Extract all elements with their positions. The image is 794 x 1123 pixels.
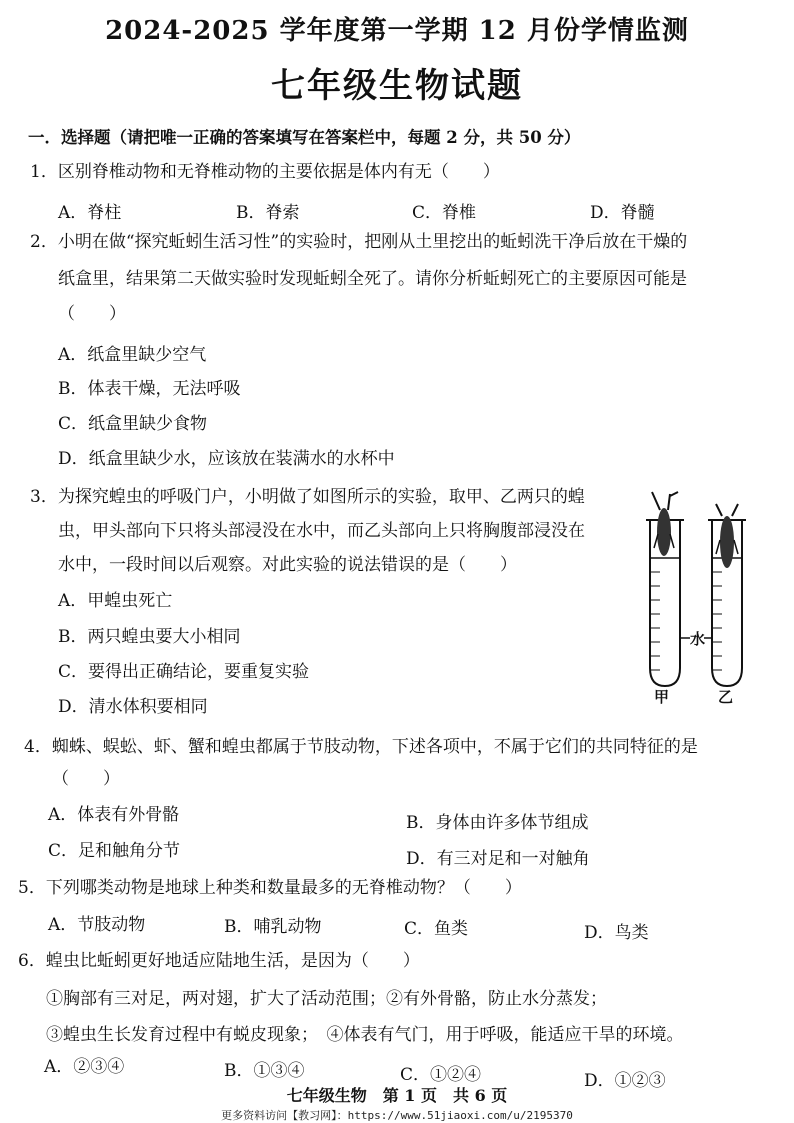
- question-2-stem-line-3: （ ）: [58, 304, 126, 324]
- question-3-option-a: A．甲蝗虫死亡: [58, 591, 173, 611]
- question-3-option-b: B．两只蝗虫要大小相同: [58, 627, 241, 647]
- question-5-option-b: B．哺乳动物: [224, 917, 322, 937]
- question-3-option-d: D．清水体积要相同: [58, 697, 208, 717]
- question-3-stem-line-3: 水中，一段时间以后观察。对此实验的说法错误的是（ ）: [58, 555, 517, 575]
- question-1-option-a: A．脊柱: [58, 203, 122, 223]
- tube-a: [646, 492, 684, 686]
- question-6-stem-line-3: ③蝗虫生长发育过程中有蜕皮现象； ④体表有气门，用于呼吸，能适应干旱的环境。: [46, 1025, 684, 1045]
- question-1-option-d: D．脊髓: [590, 203, 655, 223]
- question-6-option-c: C．①②④: [400, 1065, 482, 1085]
- question-5-option-d: D．鸟类: [584, 923, 649, 943]
- question-4-option-a: A．体表有外骨骼: [48, 805, 180, 825]
- question-2-option-d: D．纸盒里缺少水，应该放在装满水的水杯中: [58, 449, 395, 469]
- question-2-option-b: B．体表干燥，无法呼吸: [58, 379, 241, 399]
- question-5-option-a: A．节肢动物: [48, 915, 146, 935]
- question-5-option-c: C．鱼类: [404, 919, 469, 939]
- question-4-option-b: B．身体由许多体节组成: [406, 813, 589, 833]
- section-heading: 一．选择题（请把唯一正确的答案填写在答案栏中，每题 2 分，共 50 分）: [28, 128, 581, 147]
- exam-subtitle: 七年级生物试题: [271, 66, 523, 106]
- question-4-option-c: C．足和触角分节: [48, 841, 181, 861]
- question-3-option-c: C．要得出正确结论，要重复实验: [58, 662, 310, 682]
- tube-b-label: 乙: [718, 688, 734, 705]
- tube-a-label: 甲: [654, 688, 670, 705]
- water-label: 水: [690, 630, 706, 648]
- locust-test-tube-figure: [630, 490, 760, 705]
- question-4-option-d: D．有三对足和一对触角: [406, 849, 590, 869]
- question-2-stem-line-2: 纸盒里，结果第二天做实验时发现蚯蚓全死了。请你分析蚯蚓死亡的主要原因可能是: [58, 269, 687, 289]
- question-5-stem: 5．下列哪类动物是地球上种类和数量最多的无脊椎动物？（ ）: [18, 878, 522, 898]
- exam-title: 2024-2025 学年度第一学期 12 月份学情监测: [105, 16, 689, 46]
- tube-b: [708, 504, 746, 686]
- question-4-stem-line-1: 4．蜘蛛、蜈蚣、虾、蟹和蝗虫都属于节肢动物，下述各项中，不属于它们的共同特征的是: [24, 737, 698, 757]
- question-6-option-a: A．②③④: [44, 1057, 125, 1077]
- question-6-stem-line-1: 6．蝗虫比蚯蚓更好地适应陆地生活，是因为（ ）: [18, 951, 420, 971]
- source-line: 更多资料访问【教习网】：https://www.51jiaoxi.com/u/2195370: [221, 1109, 573, 1122]
- question-1-option-c: C．脊椎: [412, 203, 477, 223]
- question-2-stem-line-1: 2．小明在做“探究蚯蚓生活习性”的实验时，把刚从土里挖出的蚯蚓洗干净后放在干燥的: [30, 232, 688, 252]
- question-2-option-c: C．纸盒里缺少食物: [58, 414, 208, 434]
- question-6-option-d: D．①②③: [584, 1071, 666, 1091]
- page-footer: 七年级生物 第 1 页 共 6 页: [286, 1086, 508, 1105]
- question-6-stem-line-2: ①胸部有三对足，两对翅，扩大了活动范围；②有外骨骼，防止水分蒸发；: [46, 989, 607, 1009]
- question-1-stem: 1．区别脊椎动物和无脊椎动物的主要依据是体内有无（ ）: [30, 162, 500, 182]
- question-2-option-a: A．纸盒里缺少空气: [58, 345, 207, 365]
- question-3-stem-line-2: 虫，甲头部向下只将头部浸没在水中，而乙头部向上只将胸腹部浸没在: [58, 521, 585, 541]
- question-4-stem-line-2: （ ）: [52, 769, 120, 789]
- question-3-stem-line-1: 3．为探究蝗虫的呼吸门户，小明做了如图所示的实验，取甲、乙两只的蝗: [30, 487, 585, 507]
- question-6-option-b: B．①③④: [224, 1061, 305, 1081]
- question-1-option-b: B．脊索: [236, 203, 300, 223]
